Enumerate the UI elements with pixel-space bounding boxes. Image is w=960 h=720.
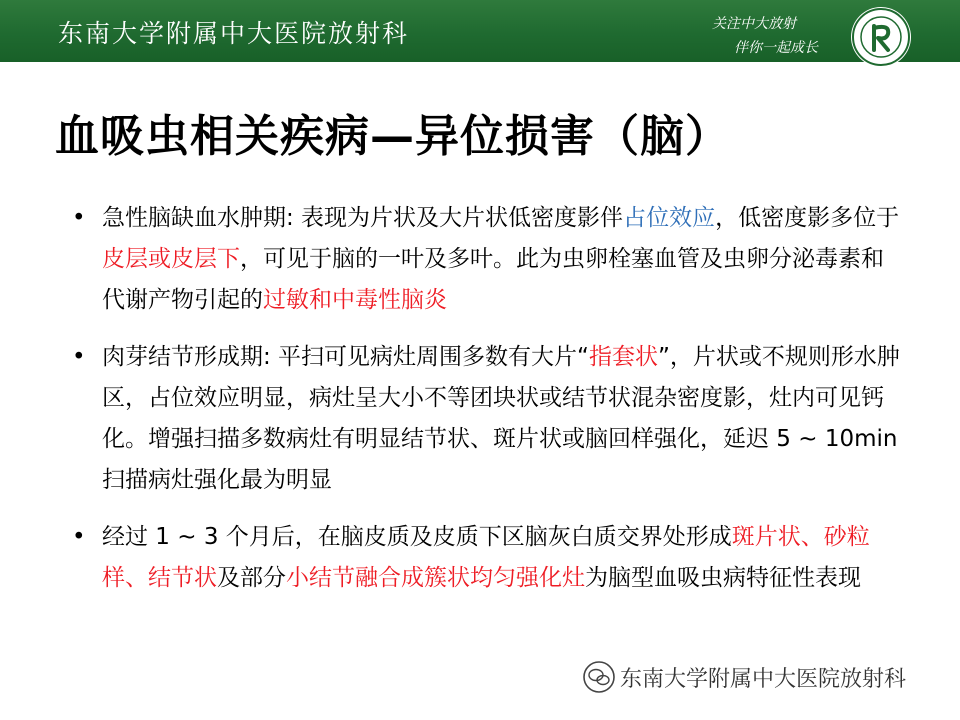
hospital-radiology-seal-icon [850, 6, 912, 68]
bullet-text-segment: 经过 1 ~ 3 个月后，在脑皮质及皮质下区脑灰白质交界处形成 [102, 524, 732, 550]
bullet-text-segment: 及部分 [217, 565, 286, 591]
bullet-item [72, 198, 902, 321]
bullet-text-segment: 皮层或皮层下 [102, 246, 240, 272]
header-title: 东南大学附属中大医院放射科 [58, 19, 410, 48]
bullet-text-segment: 占位效应 [623, 205, 716, 231]
bullet-text-segment: 小结节融合成簇状均匀强化灶 [286, 565, 585, 591]
bullet-text-segment: ，可见于脑的一叶及多叶。此为虫卵栓塞血管及虫卵分泌毒素和代谢产物引起的 [102, 246, 884, 313]
wechat-watermark [582, 660, 906, 694]
bullet-item [72, 517, 902, 599]
bullet-text-segment: 肉芽结节形成期: 平扫可见病灶周围多数有大片“ [102, 344, 589, 370]
bullet-item [72, 337, 902, 501]
watermark-text: 东南大学附属中大医院放射科 [620, 666, 907, 692]
bullet-text-segment: 指套状 [588, 344, 658, 370]
bullet-text-segment: 斑片状、砂粒样、结节状 [102, 524, 870, 591]
slide-title: 血吸虫相关疾病—异位损害（脑） [55, 111, 730, 162]
bullet-dot: • [72, 205, 86, 231]
bullet-dot: • [72, 344, 86, 370]
bullet-text-segment: 过敏和中毒性脑炎 [263, 287, 447, 313]
bullet-text-segment: 急性脑缺血水肿期: 表现为片状及大片状低密度影伴 [102, 205, 624, 231]
bullet-list [72, 198, 902, 615]
header-slogan-line1: 关注中大放射 [712, 16, 796, 32]
bullet-text-segment: 为脑型血吸虫病特征性表现 [585, 565, 861, 591]
header-slogan-line2: 伴你一起成长 [734, 40, 818, 56]
bullet-dot: • [72, 524, 86, 550]
bullet-text-segment: ，低密度影多位于 [715, 205, 900, 231]
header-banner [0, 0, 960, 62]
wechat-icon [582, 660, 616, 694]
bullet-text-segment: ”，片状或不规则形水肿区，占位效应明显，病灶呈大小不等团块状或结节状混杂密度影，灶内可见钙化。增强扫描多数病灶有明显结节状、斑片状或脑回样强化，延迟 5 ~ 10min扫描病灶强化最为明显 [102, 344, 900, 493]
